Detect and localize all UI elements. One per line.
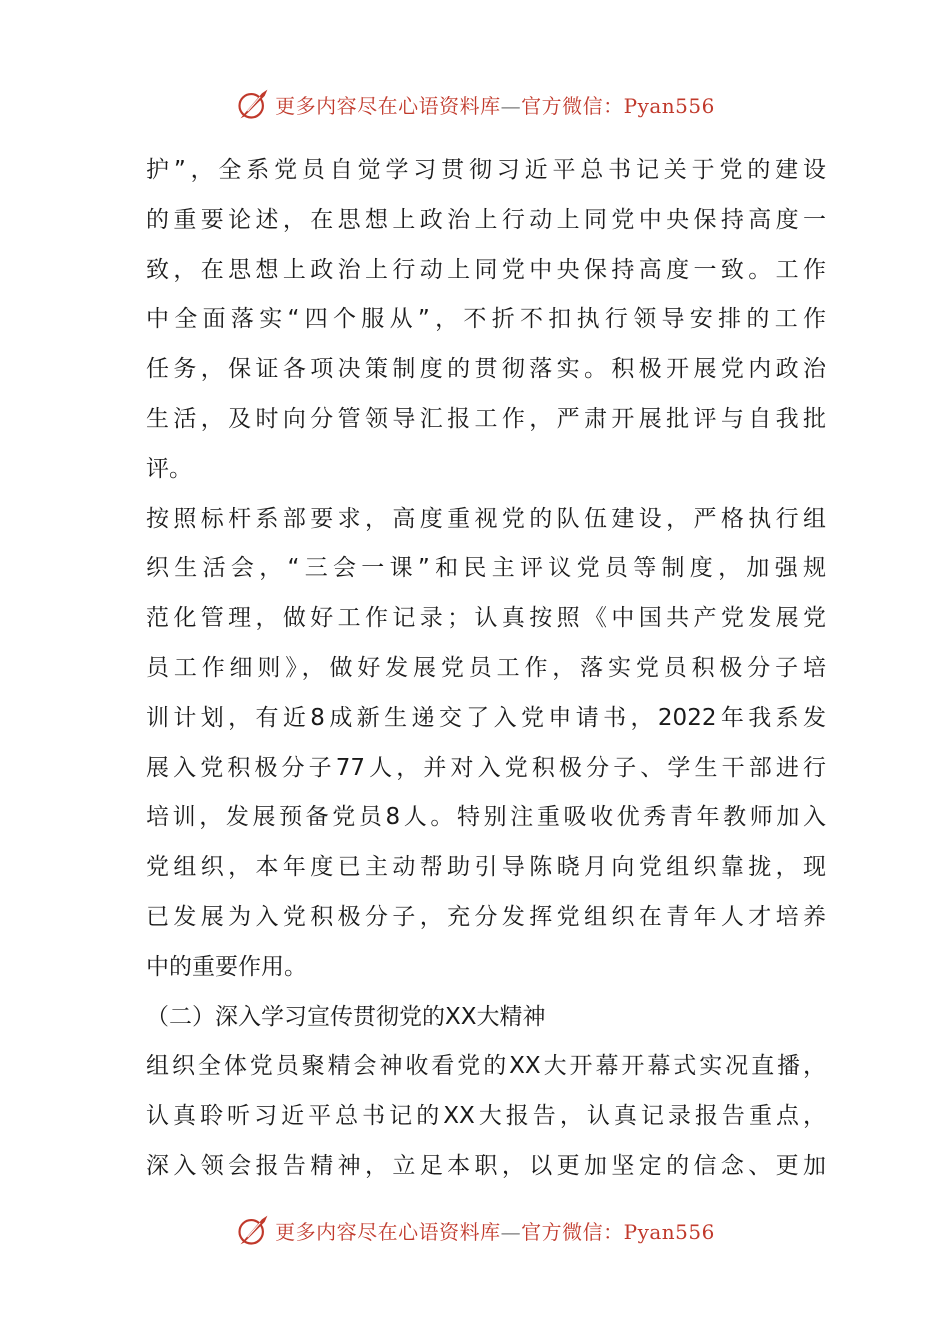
body-text-line: （二）深入学习宣传贯彻党的XX大精神 bbox=[146, 1003, 546, 1030]
footer-separator: — bbox=[500, 1219, 522, 1244]
footer-contact-text: 官方微信：Pyan556 bbox=[521, 1219, 715, 1244]
body-text-line: 中全面落实“四个服从”，不折不扣执行领导安排的工作 bbox=[146, 306, 826, 333]
header-brand-text: 更多内容尽在心语资料库 bbox=[275, 93, 501, 118]
header-banner-text bbox=[275, 90, 715, 119]
footer-banner-text bbox=[275, 1216, 715, 1245]
body-text-line: 深入领会报告精神，立足本职，以更加坚定的信念、更加 bbox=[146, 1152, 826, 1179]
body-text-line: 中的重要作用。 bbox=[146, 953, 307, 980]
body-text-line: 按照标杆系部要求，高度重视党的队伍建设，严格执行组 bbox=[146, 505, 826, 532]
body-text-line: 认真聆听习近平总书记的XX大报告，认真记录报告重点， bbox=[146, 1103, 826, 1130]
body-text-line: 任务，保证各项决策制度的贯彻落实。积极开展党内政治 bbox=[146, 356, 826, 383]
body-text-line: 组织全体党员聚精会神收看党的XX大开幕开幕式实况直播， bbox=[146, 1053, 826, 1080]
body-text-line: 致，在思想上政治上行动上同党中央保持高度一致。工作 bbox=[146, 256, 826, 283]
body-text-line: 培训，发展预备党员8人。特别注重吸收优秀青年教师加入 bbox=[146, 804, 826, 831]
header-contact-text: 官方微信：Pyan556 bbox=[521, 93, 715, 118]
body-text-line: 已发展为入党积极分子，充分发挥党组织在青年人才培养 bbox=[146, 903, 826, 930]
body-text-line: 党组织，本年度已主动帮助引导陈晓月向党组织靠拢，现 bbox=[146, 854, 826, 881]
body-text-line: 织生活会，“三会一课”和民主评议党员等制度，加强规 bbox=[146, 555, 826, 582]
quill-pen-logo-icon bbox=[235, 86, 271, 122]
header-banner bbox=[0, 82, 950, 126]
footer-brand-text: 更多内容尽在心语资料库 bbox=[275, 1219, 501, 1244]
body-text-line: 护”，全系党员自觉学习贯彻习近平总书记关于党的建设 bbox=[146, 157, 826, 183]
body-text-line: 评。 bbox=[146, 455, 192, 482]
document-body bbox=[146, 146, 826, 1192]
body-text-line: 范化管理，做好工作记录；认真按照《中国共产党发展党 bbox=[146, 605, 826, 632]
body-text-line: 生活，及时向分管领导汇报工作，严肃开展批评与自我批 bbox=[146, 405, 826, 432]
body-text-line: 员工作细则》，做好发展党员工作，落实党员积极分子培 bbox=[146, 654, 826, 681]
body-text-line: 展入党积极分子77人，并对入党积极分子、学生干部进行 bbox=[146, 754, 826, 781]
header-separator: — bbox=[500, 93, 522, 118]
quill-pen-logo-icon bbox=[235, 1212, 271, 1248]
body-text-line: 的重要论述，在思想上政治上行动上同党中央保持高度一 bbox=[146, 206, 826, 233]
footer-banner bbox=[0, 1208, 950, 1252]
body-text-line: 训计划，有近8成新生递交了入党申请书，2022年我系发 bbox=[146, 704, 826, 731]
